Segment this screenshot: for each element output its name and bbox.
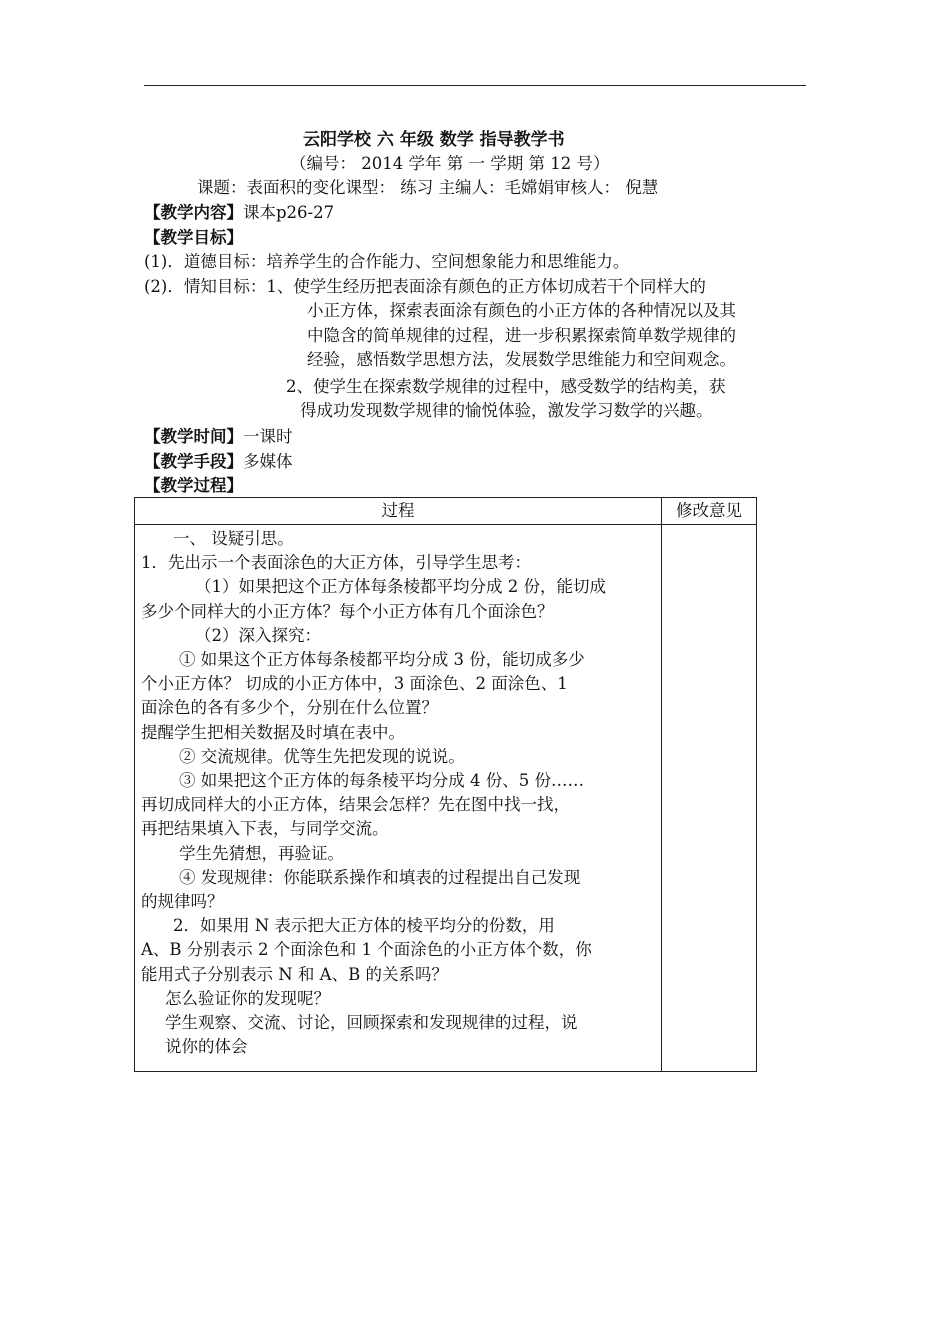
process-line: ② 交流规律。优等生先把发现的说说。 <box>179 746 465 766</box>
teaching-content-label: 【教学内容】 <box>144 203 243 222</box>
teaching-means-value: 多媒体 <box>243 452 293 471</box>
goal-moral: (1)．道德目标：培养学生的合作能力、空间想象能力和思维能力。 <box>144 252 630 271</box>
header-rule <box>144 85 806 86</box>
course-info-line: 课题：表面积的变化课型： 练习 主编人：毛嫦娟审核人： 倪慧 <box>197 178 659 197</box>
teaching-means-row <box>144 450 293 474</box>
process-line: 1．先出示一个表面涂色的大正方体，引导学生思考： <box>141 553 531 573</box>
process-line: 学生先猜想，再验证。 <box>179 843 344 863</box>
process-line: 说你的体会 <box>165 1037 248 1057</box>
process-line: 一、 设疑引思。 <box>173 529 294 548</box>
teaching-time-value: 一课时 <box>243 427 293 446</box>
process-line: 再把结果填入下表，与同学交流。 <box>141 819 389 839</box>
process-line: 学生观察、交流、讨论，回顾探索和发现规律的过程，说 <box>165 1013 578 1033</box>
document-number-line: （编号： 2014 学年 第 一 学期 第 12 号） <box>290 154 610 173</box>
process-line: 提醒学生把相关数据及时填在表中。 <box>141 722 405 742</box>
document-title: 云阳学校 六 年级 数学 指导教学书 <box>303 130 565 150</box>
process-line: A、B 分别表示 2 个面涂色和 1 个面涂色的小正方体个数，你 <box>141 940 592 960</box>
process-table <box>134 497 757 1072</box>
goal-knowledge-line-4: 经验，感悟数学思想方法，发展数学思维能力和空间观念。 <box>307 350 736 369</box>
process-table-header <box>135 498 757 525</box>
process-cell <box>135 525 662 1072</box>
goal-emotion-line-2: 得成功发现数学规律的愉悦体验，激发学习数学的兴趣。 <box>300 401 713 420</box>
col-header-process: 过程 <box>135 498 662 525</box>
teaching-time-row <box>144 425 293 449</box>
goal-knowledge-line-3: 中隐含的简单规律的过程，进一步积累探索简单数学规律的 <box>307 326 736 345</box>
teaching-process-label: 【教学过程】 <box>144 476 243 495</box>
process-line: ③ 如果把这个正方体的每条棱平均分成 4 份、5 份…… <box>179 771 584 791</box>
process-line: 个小正方体？ 切成的小正方体中，3 面涂色、2 面涂色、1 <box>141 674 568 694</box>
goal-emotion-line-1: 2、使学生在探索数学规律的过程中，感受数学的结构美，获 <box>286 377 726 396</box>
process-line: ④ 发现规律：你能联系操作和填表的过程提出自己发现 <box>179 867 581 887</box>
teaching-content-row <box>144 201 334 225</box>
process-line: 的规律吗？ <box>141 892 224 912</box>
teaching-time-label: 【教学时间】 <box>144 427 243 446</box>
process-line: 怎么验证你的发现呢？ <box>165 988 330 1008</box>
process-line: 多少个同样大的小正方体？每个小正方体有几个面涂色？ <box>141 601 554 621</box>
process-table-body <box>135 525 757 1072</box>
teaching-means-label: 【教学手段】 <box>144 452 243 471</box>
goal-knowledge-line-2: 小正方体，探索表面涂有颜色的小正方体的各种情况以及其 <box>307 301 736 320</box>
process-line: 能用式子分别表示 N 和 A、B 的关系吗？ <box>141 964 448 984</box>
process-line: 2．如果用 N 表示把大正方体的棱平均分的份数，用 <box>173 916 555 936</box>
process-line: ① 如果这个正方体每条棱都平均分成 3 份，能切成多少 <box>179 650 585 670</box>
process-line: 再切成同样大的小正方体，结果会怎样？先在图中找一找， <box>141 795 570 815</box>
process-line: （2）深入探究： <box>195 625 321 645</box>
comments-cell[interactable] <box>662 525 757 1072</box>
col-header-comments: 修改意见 <box>662 498 757 525</box>
process-line: 面涂色的各有多少个，分别在什么位置？ <box>141 698 438 718</box>
goal-knowledge-line-1: (2)．情知目标：1、使学生经历把表面涂有颜色的正方体切成若干个同样大的 <box>144 277 706 296</box>
teaching-content-value: 课本p26-27 <box>243 203 335 222</box>
teaching-goals-label: 【教学目标】 <box>144 228 243 247</box>
process-line: （1）如果把这个正方体每条棱都平均分成 2 份，能切成 <box>195 577 606 597</box>
